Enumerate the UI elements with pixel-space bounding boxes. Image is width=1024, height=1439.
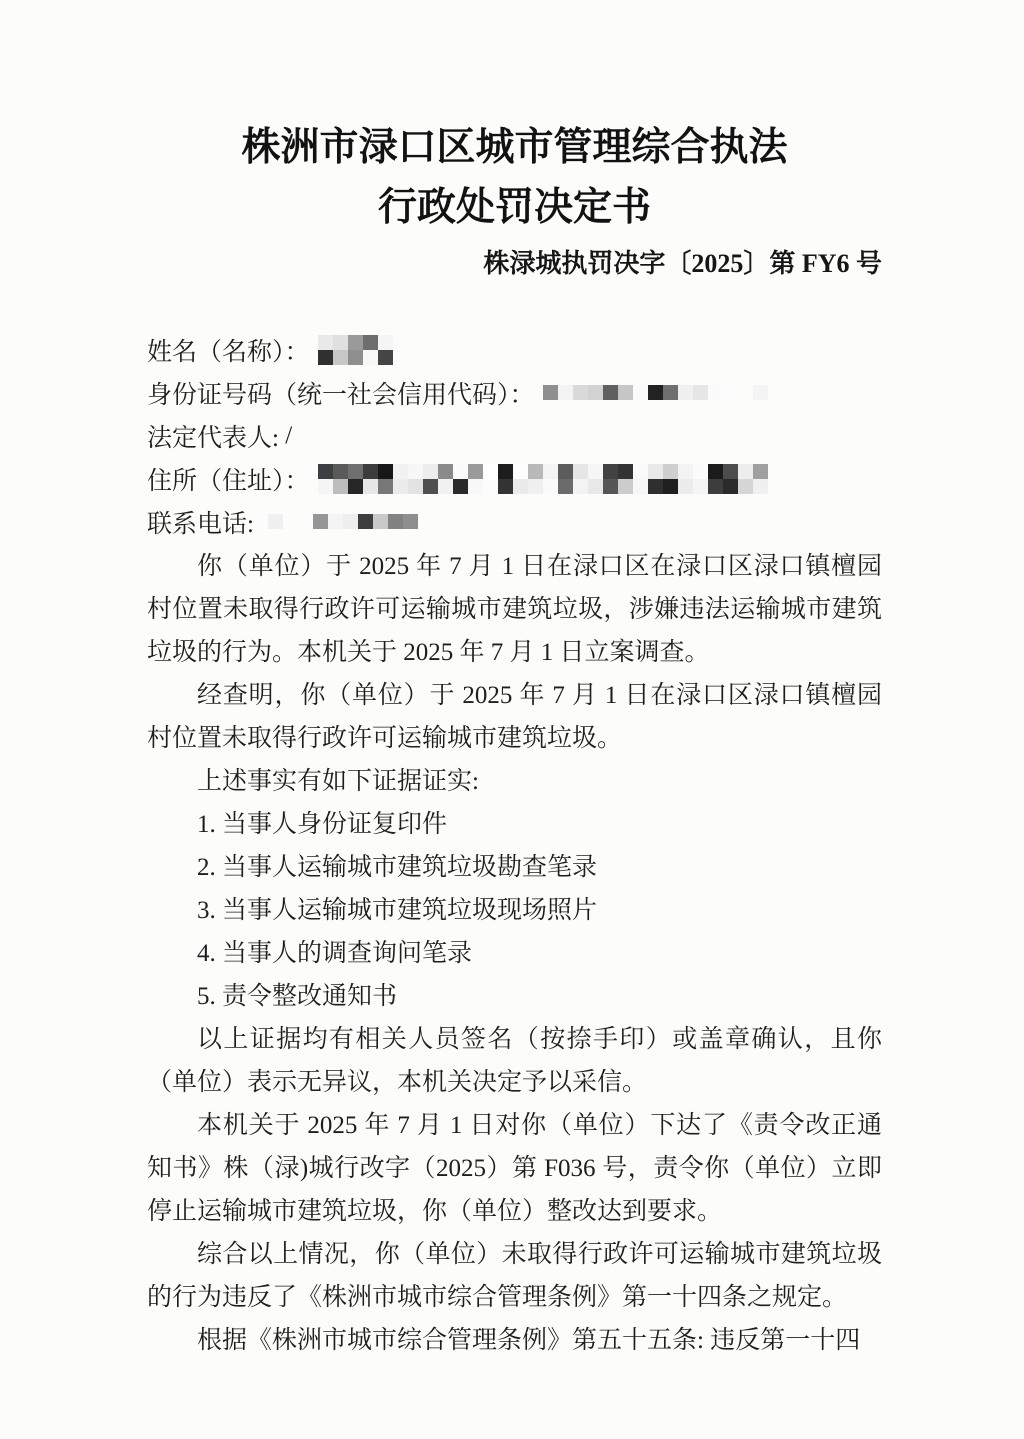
- document-title-line1: 株洲市渌口区城市管理综合执法: [241, 126, 788, 169]
- case-summary-paragraph: 你（单位）于 2025 年 7 月 1 日在渌口区在渌口区渌口镇檀园村位置未取得行政许可运输城市建筑垃圾，涉嫌违法运输城市建筑垃圾的行为。本机关于 2025 年 7 月 1 日立案调查。: [147, 553, 882, 666]
- field-phone-label: 联系电话:: [147, 510, 261, 538]
- evidence-item-2: 2. 当事人运输城市建筑垃圾勘查笔录: [197, 854, 598, 881]
- document-title-line2: 行政处罚决定书: [377, 186, 651, 229]
- correction-notice-paragraph: 本机关于 2025 年 7 月 1 日对你（单位）下达了《责令改正通知书》株（渌)城行改字（2025）第 F036 号，责令你（单位）立即停止运输城市建筑垃圾，你（单位）整改达到要求。: [147, 1112, 882, 1225]
- field-legal-representative-value: /: [285, 421, 293, 449]
- redacted-name-value: [318, 335, 393, 365]
- evidence-item-1: 1. 当事人身份证复印件: [197, 811, 448, 838]
- field-legal-representative: [147, 414, 882, 457]
- field-legal-representative-label: 法定代表人:: [147, 424, 286, 452]
- party-info-fields: [147, 328, 882, 543]
- violation-conclusion-paragraph: 综合以上情况，你（单位）未取得行政许可运输城市建筑垃圾的行为违反了《株洲市城市综合管理条例》第一十四条之规定。: [147, 1241, 882, 1311]
- document-body: [147, 545, 882, 1362]
- redacted-phone-value: [268, 514, 418, 529]
- field-address-label: 住所（住址）：: [147, 467, 310, 495]
- document-number: 株渌城执罚决字〔2025〕第 FY6 号: [483, 249, 882, 278]
- penalty-basis-paragraph: 根据《株洲市城市综合管理条例》第五十五条: 违反第一十四: [197, 1327, 861, 1354]
- evidence-confirmation-paragraph: 以上证据均有相关人员签名（按捺手印）或盖章确认，且你（单位）表示无异议，本机关决定予以采信。: [147, 1026, 882, 1096]
- field-name-label: 姓名（名称）：: [147, 338, 310, 366]
- field-name: [147, 328, 882, 371]
- evidence-item-4: 4. 当事人的调查询问笔录: [197, 940, 473, 967]
- field-id-number: [147, 371, 882, 414]
- field-address: [147, 457, 882, 500]
- evidence-item-5: 5. 责令整改通知书: [197, 983, 398, 1010]
- redacted-address-value: [318, 464, 768, 494]
- evidence-item-3: 3. 当事人运输城市建筑垃圾现场照片: [197, 897, 598, 924]
- field-phone: [147, 500, 882, 543]
- evidence-heading: 上述事实有如下证据证实:: [197, 768, 479, 795]
- redacted-id-number-value: [543, 385, 768, 400]
- field-id-number-label: 身份证号码（统一社会信用代码）：: [147, 381, 535, 409]
- findings-paragraph: 经查明，你（单位）于 2025 年 7 月 1 日在渌口区渌口镇檀园村位置未取得行政许可运输城市建筑垃圾。: [147, 682, 882, 752]
